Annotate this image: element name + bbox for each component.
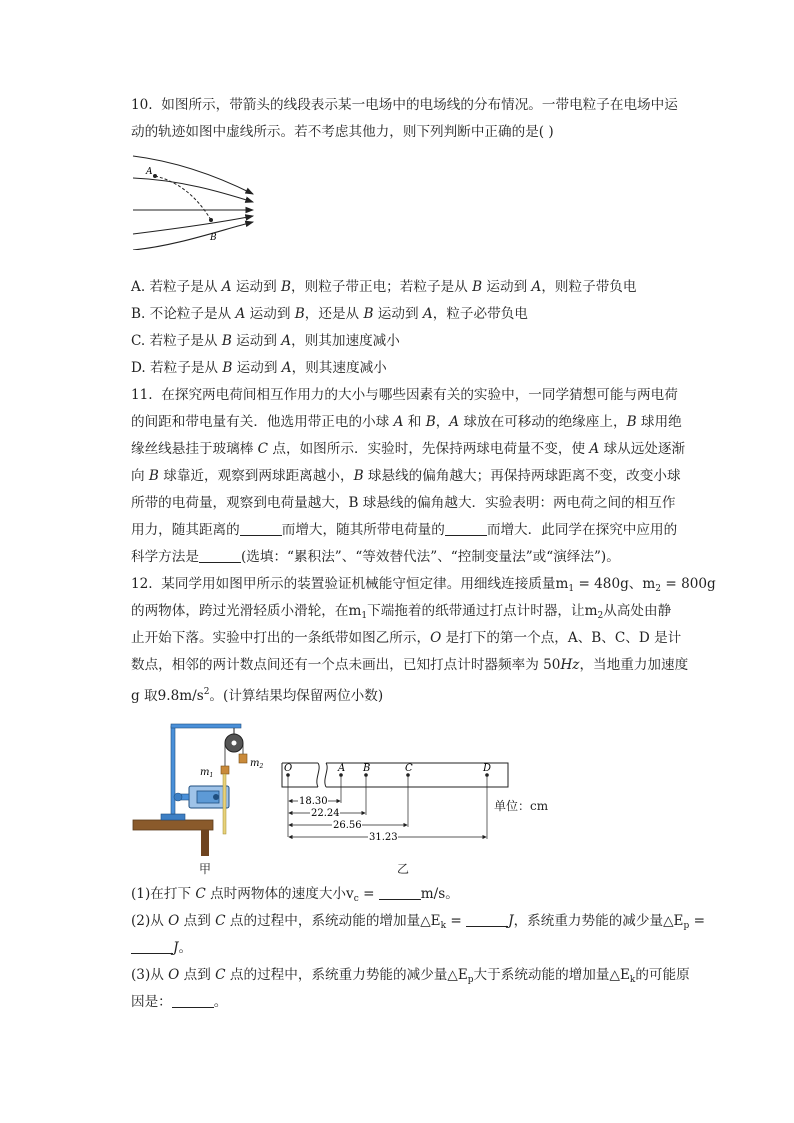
q11-line5: 所带的电荷量，观察到电荷量越大，B 球悬线的偏角越大．实验表明：两电荷之间的相互作 bbox=[131, 495, 676, 511]
q11-line6: 用力，随其距离的 而增大，随其所带电荷量的 而增大．此同学在探究中应用的 bbox=[131, 522, 678, 538]
q12-line2: 的两物体，跨过光滑轻质小滑轮，在$m_1$下端拖着的纸带通过打点计时器，让$m_2$从高处由静 bbox=[131, 603, 672, 621]
point-b-dot bbox=[209, 218, 213, 222]
q11-number: 11. bbox=[131, 387, 153, 403]
q12-sub2-cont: J。 bbox=[131, 939, 192, 957]
q12-line4: 数点，相邻的两计数点间还有一个点未画出，已知打点计时器频率为 50Hz，当地重力加速度 bbox=[131, 657, 689, 673]
distance-od: 31.23 bbox=[369, 832, 398, 843]
q12-line1: 12. 某同学用如图甲所示的装置验证机械能守恒定律。用细线连接质量$m_1 = 480g$、$m_2 = 800g$ bbox=[131, 576, 716, 594]
q10-option-a: A. 若粒子是从 A 运动到 B，则粒子带正电；若粒子是从 B 运动到 A，则粒子带负电 bbox=[131, 279, 637, 295]
q11-line1: 11. 在探究两电荷间相互作用力的大小与哪些因素有关的实验中，一同学猜想可能与两电荷 bbox=[131, 387, 678, 403]
q11-line4: 向 B 球靠近，观察到两球距离越小，B 球悬线的偏角越大；再保持两球距离不变，改变小球 bbox=[131, 468, 681, 484]
answer-blank[interactable] bbox=[379, 887, 421, 900]
q10-number: 10. bbox=[131, 97, 153, 113]
q12-sub1: (1)在打下 C 点时两物体的速度大小$v_c = m/s$。 bbox=[131, 886, 459, 904]
q10-option-c: C. 若粒子是从 B 运动到 A，则其加速度减小 bbox=[131, 333, 400, 349]
tape-point-o: O bbox=[284, 763, 293, 774]
answer-blank[interactable] bbox=[240, 523, 282, 536]
q10-option-d: D. 若粒子是从 B 运动到 A，则其速度减小 bbox=[131, 360, 387, 376]
field-line-4 bbox=[133, 216, 253, 234]
mass-1-label: $m_1$ bbox=[200, 767, 214, 779]
figure-jia-caption: 甲 bbox=[199, 862, 212, 876]
q10-stem-text: 如图所示，带箭头的线段表示某一电场中的电场线的分布情况。一带电粒子在电场中运 bbox=[161, 97, 678, 113]
point-a-label: A bbox=[146, 167, 153, 177]
q10-option-b: B. 不论粒子是从 A 运动到 B，还是从 B 运动到 A，粒子必带负电 bbox=[131, 306, 528, 322]
tape-unit-label: 单位：cm bbox=[494, 799, 549, 813]
figure-yi-caption: 乙 bbox=[397, 862, 410, 876]
field-line-2 bbox=[133, 178, 253, 202]
tape-point-b: B bbox=[363, 763, 371, 774]
mass-2-label: $m_2$ bbox=[250, 758, 264, 770]
tape-point-c: C bbox=[405, 763, 413, 774]
answer-blank[interactable] bbox=[131, 941, 173, 954]
q12-line5: g 取$9.8m/s^2$。(计算结果均保留两位小数) bbox=[131, 687, 384, 704]
distance-oc: 26.56 bbox=[333, 820, 362, 831]
distance-ob: 22.24 bbox=[311, 808, 340, 819]
q12-sub3: (3)从 O 点到 C 点的过程中，系统重力势能的减少量$\triangle E_p$大于系统动能的增加量$\triangle E_k$的可能原 bbox=[131, 967, 690, 985]
answer-blank[interactable] bbox=[445, 523, 487, 536]
answer-blank[interactable] bbox=[466, 914, 508, 927]
electric-field-diagram bbox=[131, 150, 271, 250]
answer-blank[interactable] bbox=[199, 550, 241, 563]
q12-line3: 止开始下落。实验中打出的一条纸带如图乙所示，O 是打下的第一个点，A、B、C、D 是计 bbox=[131, 630, 682, 646]
distance-oa: 18.30 bbox=[299, 796, 328, 807]
q10-stem-text-2: 动的轨迹如图中虚线所示。若不考虑其他力，则下列判断中正确的是( ) bbox=[131, 124, 554, 140]
q10-stem-line1 bbox=[131, 96, 678, 114]
q10-stem-line2 bbox=[131, 123, 554, 141]
q12-sub2: (2)从 O 点到 C 点的过程中，系统动能的增加量$\triangle E_k = J$，系统重力势能的减少量$\triangle E_p$ = bbox=[131, 913, 705, 931]
q11-line3: 缘丝线悬挂于玻璃棒 C 点，如图所示．实验时，先保持两球电荷量不变，使 A 球从远处逐渐 bbox=[131, 441, 686, 457]
tape-point-a: A bbox=[338, 763, 346, 774]
answer-blank[interactable] bbox=[172, 995, 214, 1008]
point-a-dot bbox=[153, 174, 157, 178]
q11-line2: 的间距和带电量有关．他选用带正电的小球 A 和 B，A 球放在可移动的绝缘座上，B 球用绝 bbox=[131, 414, 682, 430]
tape-point-d: D bbox=[483, 763, 492, 774]
point-b-label: B bbox=[210, 233, 217, 243]
q11-line7: 科学方法是 (选填：“累积法”、“等效替代法”、“控制变量法”或“演绎法”)。 bbox=[131, 549, 620, 565]
particle-trajectory bbox=[155, 176, 211, 220]
q12-number: 12. bbox=[131, 576, 153, 592]
q12-sub3-cont: 因是： 。 bbox=[131, 994, 228, 1010]
apparatus-diagram bbox=[131, 716, 271, 856]
